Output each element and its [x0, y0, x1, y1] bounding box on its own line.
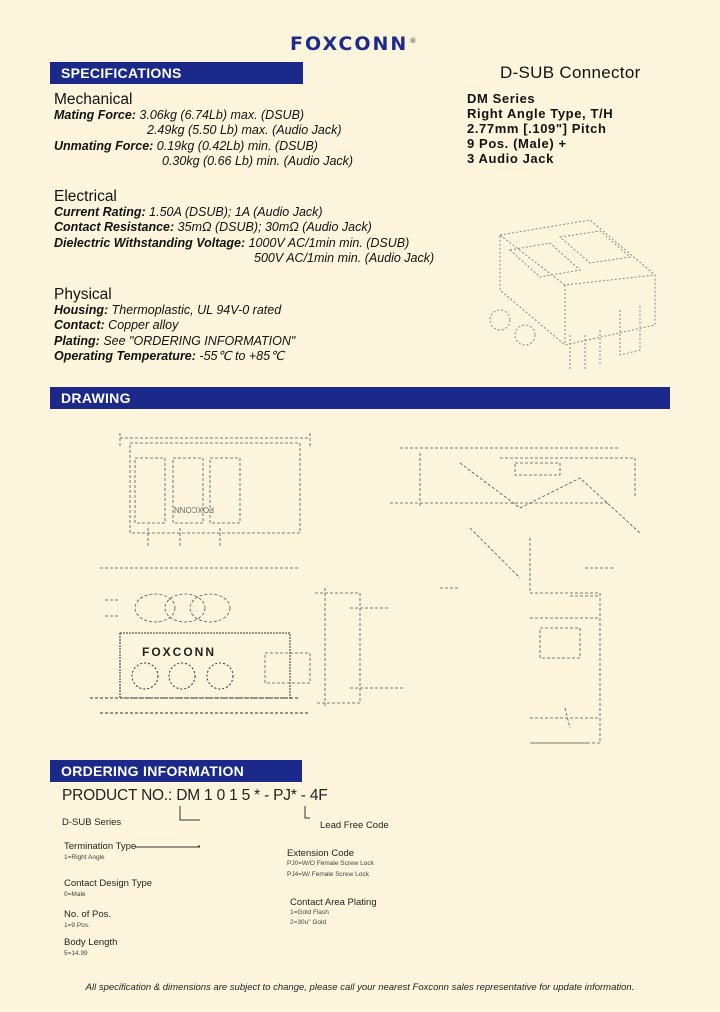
unmating-force-2: 0.30kg (0.66 Lb) min. (Audio Jack)	[162, 154, 354, 169]
side-view-mark: FOXCONN	[174, 505, 214, 514]
product-title: D-SUB Connector	[500, 63, 641, 82]
area-plating-label: Contact Area Plating	[290, 897, 377, 908]
connector-isometric-illustration	[470, 215, 670, 380]
mechanical-section	[54, 91, 353, 170]
extension-sub-1: PJ0=W/O Female Screw Lock	[287, 860, 374, 867]
termination-label: Termination Type	[64, 841, 137, 852]
mating-force: Mating Force: 3.06kg (6.74Lb) max. (DSUB)	[54, 108, 305, 122]
series-line: 9 Pos. (Male) +	[467, 136, 567, 151]
series-line: 2.77mm [.109"] Pitch	[467, 121, 607, 136]
plating-sub-2: 2=30u" Gold	[290, 919, 327, 926]
unmating-force: Unmating Force: 0.19kg (0.42Lb) min. (DSUB)	[54, 138, 318, 153]
pcb-layout-view	[390, 448, 640, 596]
contact-resistance: Contact Resistance: 35mΩ (DSUB); 30mΩ (Audio Jack)	[54, 220, 372, 235]
no-of-pos-label: No. of Pos.	[64, 909, 111, 920]
plating: Plating: See "ORDERING INFORMATION"	[54, 333, 296, 348]
foxconn-logo: FOXCONN®	[290, 33, 417, 55]
extension-sub-2: PJ4=W/ Female Screw Lock	[287, 871, 369, 878]
body-length-sub: 5=14.99	[64, 950, 88, 957]
specifications-header: SPECIFICATIONS	[50, 62, 303, 84]
physical-section	[54, 286, 295, 365]
dielectric-voltage-2: 500V AC/1min min. (Audio Jack)	[254, 251, 435, 266]
mechanical-heading: Mechanical	[54, 91, 133, 108]
termination-sub: 1=Right Angle	[64, 854, 105, 861]
technical-drawing	[60, 418, 680, 753]
series-line: 3 Audio Jack	[467, 151, 554, 166]
front-view-brand: FOXCONN	[142, 645, 216, 659]
panel-cutout-view	[530, 593, 600, 743]
series-block	[467, 91, 613, 166]
product-number: PRODUCT NO.: DM 1 0 1 5 * - PJ* - 4F	[62, 787, 328, 804]
top-view	[100, 568, 300, 622]
series-line: Right Angle Type, T/H	[467, 106, 614, 121]
mating-force-2: 2.49kg (5.50 Lb) max. (Audio Jack)	[147, 123, 342, 138]
current-rating: Current Rating: 1.50A (DSUB); 1A (Audio Jack)	[54, 205, 323, 219]
profile-view	[265, 588, 405, 708]
no-of-pos-sub: 1=9 Pos.	[64, 922, 90, 929]
operating-temperature: Operating Temperature: -55℃ to +85℃	[54, 349, 285, 364]
dsub-series-label: D-SUB Series	[62, 817, 122, 828]
contact-material: Contact: Copper alloy	[54, 318, 179, 333]
extension-label: Extension Code	[287, 848, 355, 859]
electrical-heading: Electrical	[54, 188, 117, 205]
plating-sub-1: 1=Gold Flash	[290, 909, 329, 916]
drawing-header: DRAWING	[50, 387, 670, 409]
ordering-header: ORDERING INFORMATION	[50, 760, 302, 782]
series-line: DM Series	[467, 91, 536, 106]
contact-design-label: Contact Design Type	[64, 878, 153, 889]
housing: Housing: Thermoplastic, UL 94V-0 rated	[54, 303, 282, 317]
electrical-section	[54, 188, 434, 267]
side-view	[120, 433, 310, 546]
termination-leader	[135, 845, 205, 849]
body-length-label: Body Length	[64, 937, 118, 948]
dielectric-voltage: Dielectric Withstanding Voltage: 1000V AC/1min min. (DSUB)	[54, 235, 410, 250]
footer-disclaimer: All specification & dimensions are subject to change, please call your nearest Foxconn sales representative for update information.	[85, 982, 635, 993]
contact-design-sub: 0=Male	[64, 891, 86, 898]
lead-free-label: Lead Free Code	[320, 820, 389, 831]
physical-heading: Physical	[54, 286, 112, 303]
